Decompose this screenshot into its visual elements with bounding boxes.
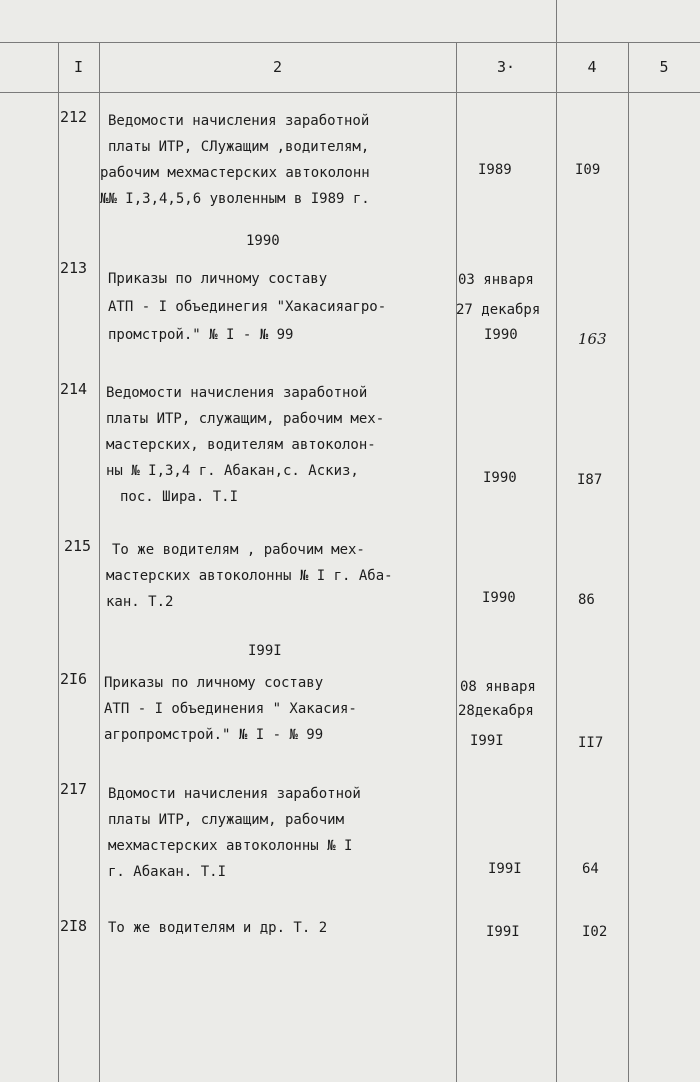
- row-217-line-2: платы ИТР, служащим, рабочим: [108, 812, 345, 828]
- row-217-description: [108, 781, 361, 885]
- row-213-line-1: Приказы по личному составу: [108, 271, 328, 287]
- row-214-line-3: мастерских, водителям автоколон-: [106, 437, 376, 453]
- row-217-date: I99I: [488, 861, 522, 877]
- row-213-date-start: 03 января: [458, 272, 534, 288]
- row-213-number: 213: [60, 259, 88, 277]
- row-213-line-2: АТП - I объединегия "Хакасияагро-: [108, 299, 387, 315]
- row-215-date: I990: [482, 590, 516, 606]
- column-header-1: I: [73, 58, 84, 76]
- row-214-line-4: ны № I,3,4 г. Абакан,с. Аскиз,: [106, 463, 359, 479]
- row-213-line-3: промстрой." № I - № 99: [108, 327, 294, 343]
- row-215-number: 215: [64, 537, 92, 555]
- row-214-description: [106, 380, 384, 510]
- row-216-year: I99I: [470, 733, 504, 749]
- row-212-line-1: Ведомости начисления заработной: [108, 113, 370, 129]
- row-216-line-2: АТП - I объединения " Хакасия-: [104, 701, 357, 717]
- row-217-number: 217: [60, 780, 88, 798]
- header-bottom-border: [0, 92, 700, 93]
- row-215-description: [106, 537, 393, 615]
- row-217-line-4: г. Абакан. Т.I: [108, 864, 227, 880]
- row-212-description: [100, 108, 370, 212]
- row-217-sheets: 64: [582, 861, 599, 877]
- row-212-sheets: I09: [575, 162, 601, 178]
- row-212-line-2: платы ИТР, СЛужащим ,водителям,: [108, 139, 370, 155]
- row-218-number: 2I8: [60, 917, 88, 935]
- row-218-description: [108, 915, 327, 941]
- row-216-date-start: 08 января: [460, 679, 536, 695]
- column-divider-4: [556, 0, 557, 1082]
- section-year-1990: 1990: [246, 233, 280, 249]
- column-header-5: 5: [659, 58, 669, 76]
- column-header-4: 4: [587, 58, 597, 76]
- row-213-date-end: 27 декабря: [456, 302, 541, 318]
- row-216-sheets: II7: [578, 735, 604, 751]
- row-215-sheets: 86: [578, 592, 595, 608]
- row-213-year: I990: [484, 327, 518, 343]
- column-divider-3: [456, 42, 457, 1082]
- row-216-description: [104, 670, 357, 748]
- row-215-line-3: кан. Т.2: [106, 594, 174, 610]
- table-top-border: [0, 42, 700, 43]
- column-header-2: 2: [272, 58, 283, 76]
- row-216-number: 2I6: [60, 670, 88, 688]
- column-divider-5: [628, 42, 629, 1082]
- row-212-line-3: рабочим мехмастерских автоколонн: [100, 165, 370, 181]
- row-217-line-3: мехмастерских автоколонны № I: [108, 838, 353, 854]
- row-214-line-1: Ведомости начисления заработной: [106, 385, 368, 401]
- row-212-line-4: №№ I,3,4,5,6 уволенным в I989 г.: [100, 191, 370, 207]
- row-214-sheets: I87: [577, 472, 603, 488]
- row-216-line-1: Приказы по личному составу: [104, 675, 324, 691]
- row-215-line-1: То же водителям , рабочим мех-: [112, 542, 365, 558]
- row-213-sheets: 163: [578, 330, 607, 348]
- column-divider-1: [58, 42, 59, 1082]
- row-218-sheets: I02: [582, 924, 608, 940]
- row-216-date-end: 28декабря: [458, 703, 534, 719]
- row-216-line-3: агропромстрой." № I - № 99: [104, 727, 324, 743]
- row-214-line-5: пос. Шира. Т.I: [120, 489, 239, 505]
- row-214-date: I990: [483, 470, 517, 486]
- row-215-line-2: мастерских автоколонны № I г. Аба-: [106, 568, 393, 584]
- row-214-number: 214: [60, 380, 88, 398]
- row-212-date: I989: [478, 162, 512, 178]
- row-217-line-1: Вдомости начисления заработной: [108, 786, 361, 802]
- row-213-description: [108, 265, 386, 349]
- row-214-line-2: платы ИТР, служащим, рабочим мех-: [106, 411, 385, 427]
- row-218-line-1: То же водителям и др. Т. 2: [108, 920, 328, 936]
- column-header-3: 3·: [496, 58, 516, 76]
- row-218-date: I99I: [486, 924, 520, 940]
- section-year-1991: I99I: [248, 643, 282, 659]
- row-212-number: 212: [60, 108, 88, 126]
